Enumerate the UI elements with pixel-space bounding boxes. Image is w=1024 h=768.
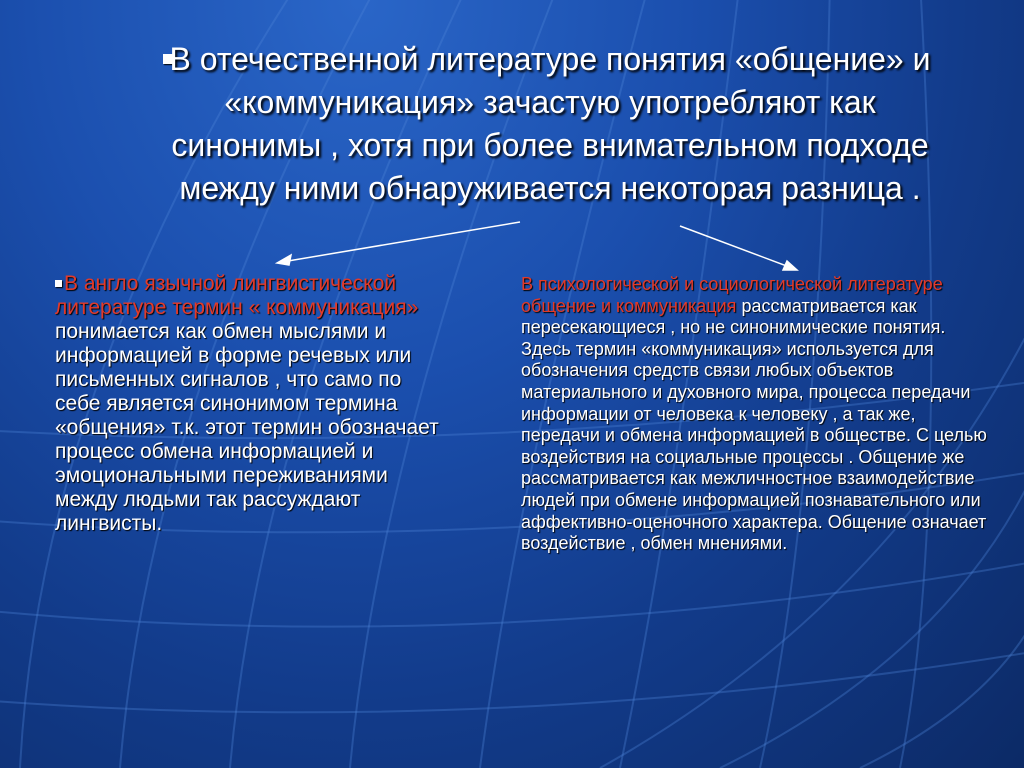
arrow-right <box>680 226 792 268</box>
arrow-right-head <box>783 261 797 270</box>
arrow-left-head <box>277 255 291 265</box>
left-body: понимается как обмен мыслями и информацией в форме речевых или письменных сигналов , что само по себе является синонимом термина «общения» т.к. этот термин обозначает процесс обмена информацией и эмоциональными переживаниями между людьми так рассуждают лингвисты. <box>55 320 439 535</box>
left-highlight: В англо язычной лингвистической литературе термин « коммуникация» <box>55 272 419 319</box>
left-column <box>55 272 445 536</box>
right-highlight: В психологической и социологической литературе общение и коммуникация <box>521 274 943 316</box>
slide-title: В отечественной литературе понятия «общение» и «коммуникация» зачастую употребляют как синонимы , хотя при более внимательном подходе между ними обнаруживается некоторая разница . <box>169 41 931 206</box>
arrow-left <box>282 222 520 262</box>
right-body: рассматривается как пересекающиеся , но не синонимические понятия. Здесь термин «коммуникация» используется для обозначения средств связи любых объектов материального и духовного мира, процесса передачи информации от человека к человеку , а так же, передачи и обмена информацией в обществе. С целью воздействия на социальные процессы . Общение же рассматривается как межличностное взаимодействие людей при обмене информацией познавательного или аффективно-оценочного характера. Общение означает воздействие , обмен мнениями. <box>521 295 987 554</box>
left-bullet <box>55 280 62 287</box>
right-column <box>521 274 991 555</box>
